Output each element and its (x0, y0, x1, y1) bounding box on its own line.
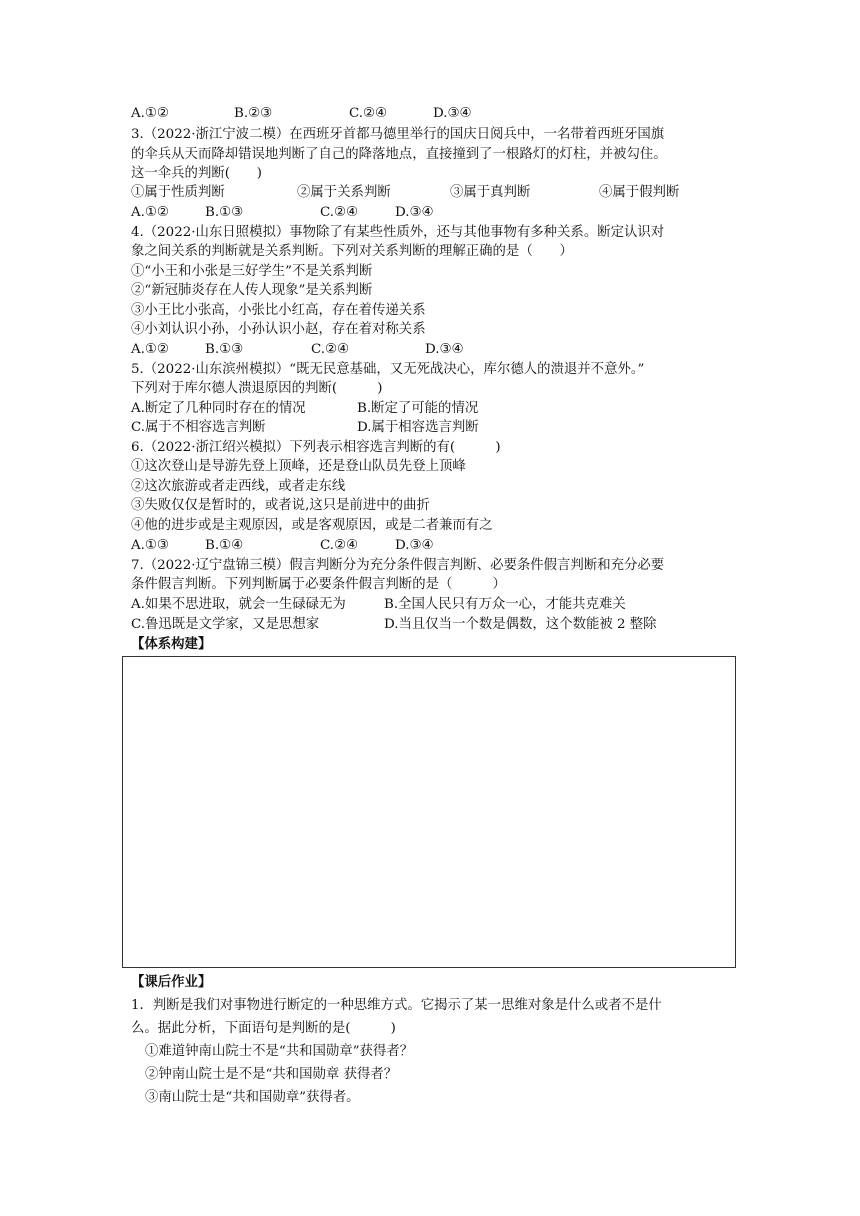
hw1-item-2: ②钟南山院士是不是“共和国勋章 获得者？ (145, 1067, 398, 1082)
hw1-stem-line-1: 1．判断是我们对事物进行断定的一种思维方式。它揭示了某一思维对象是什么或者不是什 (131, 998, 662, 1013)
q4-option-d: D.③④ (425, 342, 464, 357)
q7-option-b: B.全国人民只有万众一心，才能共克难关 (384, 597, 626, 612)
q6-stem-line-1: 6.（2022·浙江绍兴模拟）下列表示相容选言判断的有( ) (131, 440, 501, 455)
q3-item-1: ①属于性质判断 (131, 185, 225, 200)
q3-item-2: ②属于关系判断 (297, 185, 391, 200)
q2-option-b: B.②③ (234, 106, 273, 121)
q6-item-2: ②这次旅游或者走西线，或者走东线 (131, 479, 346, 494)
q7-option-a: A.如果不思进取，就会一生碌碌无为 (131, 597, 346, 612)
q2-option-c: C.②④ (349, 106, 388, 121)
q4-item-1: ①“小王和小张是三好学生”不是关系判断 (131, 264, 373, 279)
q6-option-d: D.③④ (395, 538, 434, 553)
q4-option-a: A.①② (131, 342, 169, 357)
q4-item-4: ④小刘认识小孙，小孙认识小赵，存在着对称关系 (131, 322, 426, 337)
q5-option-c: C.属于不相容选言判断 (131, 420, 266, 435)
q5-option-b: B.断定了可能的情况 (357, 401, 479, 416)
q5-stem-line-1: 5.（2022·山东滨州模拟）“既无民意基础，又无死战决心，库尔德人的溃退并不意外。” (131, 362, 645, 377)
q6-item-4: ④他的进步或是主观原因，或是客观原因，或是二者兼而有之 (131, 518, 493, 533)
q2-option-a: A.①② (131, 106, 169, 121)
q5-stem-line-2: 下列对于库尔德人溃退原因的判断( ) (131, 381, 383, 396)
q6-option-b: B.①④ (205, 538, 244, 553)
hw1-stem-line-2: 么。据此分析，下面语句是判断的是( ) (131, 1021, 396, 1036)
q2-option-d: D.③④ (433, 106, 472, 121)
q6-option-c: C.②④ (320, 538, 359, 553)
q3-item-3: ③属于真判断 (450, 185, 531, 200)
q3-stem-line-1: 3.（2022·浙江宁波二模）在西班牙首都马德里举行的国庆日阅兵中，一名带着西班牙国旗 (131, 127, 665, 142)
q7-option-d: D.当且仅当一个数是偶数，这个数能被 2 整除 (384, 617, 657, 632)
q6-item-3: ③失败仅仅是暂时的，或者说,这只是前进中的曲折 (131, 498, 430, 513)
q4-stem-line-1: 4.（2022·山东日照模拟）事物除了有某些性质外，还与其他事物有多种关系。断定认识对 (131, 225, 665, 240)
q4-item-3: ③小王比小张高，小张比小红高，存在着传递关系 (131, 303, 426, 318)
q4-option-b: B.①③ (205, 342, 244, 357)
q7-option-c: C.鲁迅既是文学家，又是思想家 (131, 617, 320, 632)
q3-stem-line-3: 这一伞兵的判断( ) (131, 166, 262, 181)
system-construction-box (122, 656, 736, 968)
q3-option-b: B.①③ (205, 205, 244, 220)
q7-stem-line-1: 7.（2022·辽宁盘锦三模）假言判断分为充分条件假言判断、必要条件假言判断和充分必要 (131, 558, 665, 573)
q5-option-a: A.断定了几种同时存在的情况 (131, 401, 306, 416)
q6-item-1: ①这次登山是导游先登上顶峰，还是登山队员先登上顶峰 (131, 459, 466, 474)
q6-option-a: A.①③ (131, 538, 169, 553)
q7-stem-line-2: 条件假言判断。下列判断属于必要条件假言判断的是（ ） (131, 577, 506, 592)
hw1-item-1: ①难道钟南山院士不是“共和国勋章”获得者？ (145, 1044, 414, 1059)
hw1-item-3: ③南山院士是“共和国勋章”获得者。 (145, 1090, 360, 1105)
q3-item-4: ④属于假判断 (599, 185, 680, 200)
q3-stem-line-2: 的伞兵从天而降却错误地判断了自己的降落地点，直接撞到了一根路灯的灯柱，并被勾住。 (131, 147, 667, 162)
q3-option-c: C.②④ (320, 205, 359, 220)
q4-option-c: C.②④ (311, 342, 350, 357)
q3-option-a: A.①② (131, 205, 169, 220)
section-heading-homework: 【课后作业】 (131, 974, 212, 990)
q4-stem-line-2: 象之间关系的判断就是关系判断。下列对关系判断的理解正确的是（ ） (131, 244, 573, 259)
section-heading-system: 【体系构建】 (131, 636, 212, 652)
q4-item-2: ②“新冠肺炎存在人传人现象”是关系判断 (131, 283, 373, 298)
q5-option-d: D.属于相容选言判断 (357, 420, 479, 435)
q3-option-d: D.③④ (395, 205, 434, 220)
